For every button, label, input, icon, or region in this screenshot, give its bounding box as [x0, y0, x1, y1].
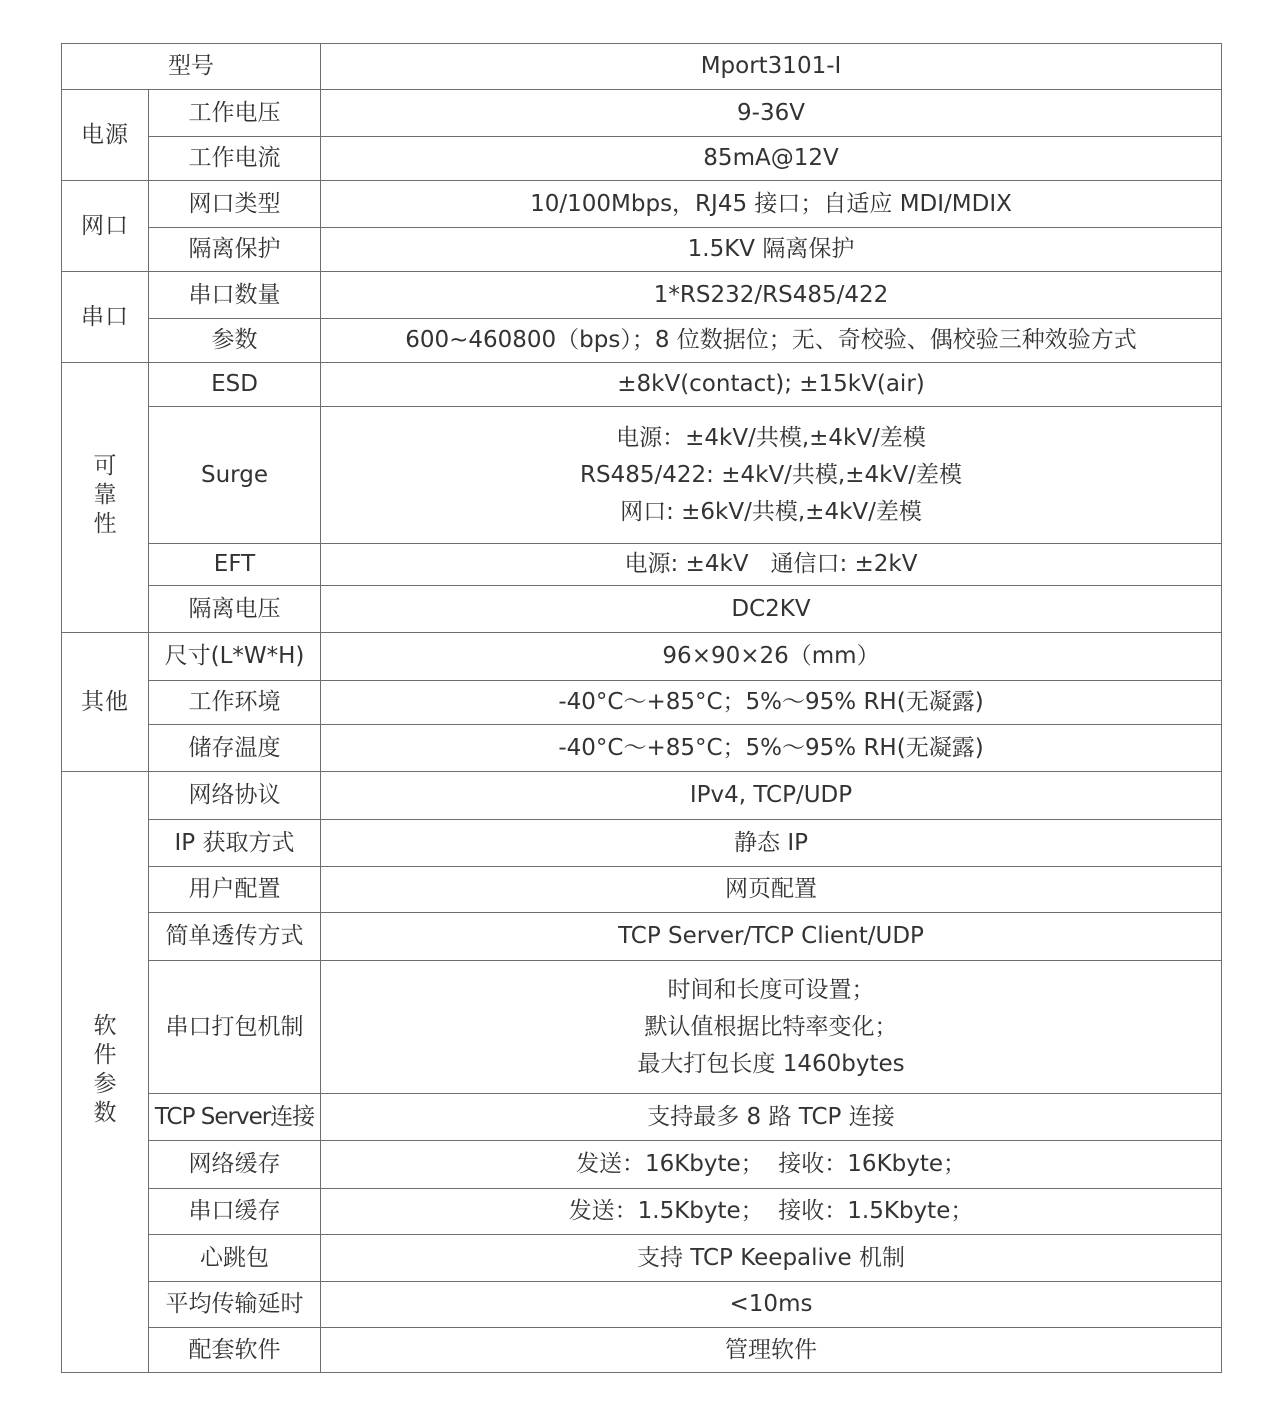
row-value: 管理软件	[321, 1328, 1222, 1373]
row-value	[321, 407, 1222, 544]
group-power: 电源	[62, 90, 149, 181]
group-serial-port: 串口	[62, 272, 149, 363]
row-value: 发送：16Kbyte； 接收：16Kbyte；	[321, 1141, 1222, 1189]
table-row	[62, 772, 1222, 820]
row-value: 静态 IP	[321, 820, 1222, 867]
row-value: 支持最多 8 路 TCP 连接	[321, 1094, 1222, 1141]
row-label: 配套软件	[149, 1328, 321, 1373]
row-label: 串口打包机制	[149, 961, 321, 1094]
row-value: 支持 TCP Keepalive 机制	[321, 1235, 1222, 1282]
row-value: DC2KV	[321, 586, 1222, 633]
packing-line: 最大打包长度 1460bytes	[637, 1050, 905, 1077]
table-row	[62, 1141, 1222, 1189]
row-label: 网口类型	[149, 181, 321, 228]
row-value: -40°C～+85°C；5%～95% RH(无凝露)	[321, 681, 1222, 725]
table-row	[62, 633, 1222, 681]
table-row	[62, 407, 1222, 544]
table-row	[62, 681, 1222, 725]
row-label: 参数	[149, 319, 321, 363]
row-value: 电源: ±4kV 通信口: ±2kV	[321, 544, 1222, 586]
row-value: <10ms	[321, 1282, 1222, 1328]
row-label: 网络缓存	[149, 1141, 321, 1189]
row-label: 工作电流	[149, 137, 321, 181]
table-row	[62, 272, 1222, 319]
group-reliability	[62, 363, 149, 633]
table-row	[62, 820, 1222, 867]
table-row	[62, 867, 1222, 913]
row-value: 1.5KV 隔离保护	[321, 228, 1222, 272]
surge-line: 电源：±4kV/共模,±4kV/差模	[616, 424, 926, 451]
row-label: 用户配置	[149, 867, 321, 913]
row-label: 网络协议	[149, 772, 321, 820]
row-label: 工作环境	[149, 681, 321, 725]
table-row	[62, 228, 1222, 272]
row-label: 平均传输延时	[149, 1282, 321, 1328]
row-value: IPv4, TCP/UDP	[321, 772, 1222, 820]
row-value: 85mA@12V	[321, 137, 1222, 181]
row-value	[321, 961, 1222, 1094]
packing-line: 时间和长度可设置；	[667, 976, 875, 1003]
row-label: ESD	[149, 363, 321, 407]
table-row	[62, 913, 1222, 961]
row-label: 串口数量	[149, 272, 321, 319]
row-value: ±8kV(contact); ±15kV(air)	[321, 363, 1222, 407]
row-value: TCP Server/TCP Client/UDP	[321, 913, 1222, 961]
model-label: 型号	[62, 44, 321, 90]
table-row	[62, 1094, 1222, 1141]
row-value: 96×90×26（mm）	[321, 633, 1222, 681]
model-value: Mport3101-I	[321, 44, 1222, 90]
row-label: 尺寸(L*W*H)	[149, 633, 321, 681]
table-row	[62, 1189, 1222, 1235]
row-label: 隔离电压	[149, 586, 321, 633]
group-other: 其他	[62, 633, 149, 772]
surge-line: 网口: ±6kV/共模,±4kV/差模	[620, 498, 922, 525]
row-label: 工作电压	[149, 90, 321, 137]
table-row	[62, 544, 1222, 586]
row-value: 600~460800（bps）；8 位数据位；无、奇校验、偶校验三种效验方式	[321, 319, 1222, 363]
table-row	[62, 137, 1222, 181]
table-row	[62, 725, 1222, 772]
row-value: 1*RS232/RS485/422	[321, 272, 1222, 319]
table-row	[62, 961, 1222, 1094]
surge-line: RS485/422: ±4kV/共模,±4kV/差模	[580, 461, 962, 488]
row-value: 10/100Mbps，RJ45 接口；自适应 MDI/MDIX	[321, 181, 1222, 228]
group-software	[62, 772, 149, 1373]
row-label: IP 获取方式	[149, 820, 321, 867]
row-value: -40°C～+85°C；5%～95% RH(无凝露)	[321, 725, 1222, 772]
table-row	[62, 1282, 1222, 1328]
row-label: 简单透传方式	[149, 913, 321, 961]
table-row	[62, 319, 1222, 363]
row-label: EFT	[149, 544, 321, 586]
row-label: TCP Server连接	[149, 1094, 321, 1141]
table-row	[62, 90, 1222, 137]
row-value: 发送：1.5Kbyte； 接收：1.5Kbyte；	[321, 1189, 1222, 1235]
row-value: 网页配置	[321, 867, 1222, 913]
row-label: 心跳包	[149, 1235, 321, 1282]
row-label: 串口缓存	[149, 1189, 321, 1235]
group-reliability-label: 可靠性	[93, 453, 117, 537]
table-row	[62, 1328, 1222, 1373]
table-row	[62, 181, 1222, 228]
packing-line: 默认值根据比特率变化；	[644, 1013, 898, 1040]
row-label: 储存温度	[149, 725, 321, 772]
spec-table	[61, 43, 1222, 1373]
row-label: 隔离保护	[149, 228, 321, 272]
table-row	[62, 44, 1222, 90]
group-network-port: 网口	[62, 181, 149, 272]
table-row	[62, 1235, 1222, 1282]
row-label: Surge	[149, 407, 321, 544]
group-software-label: 软件参数	[93, 1013, 117, 1126]
row-value: 9-36V	[321, 90, 1222, 137]
table-row	[62, 586, 1222, 633]
table-row	[62, 363, 1222, 407]
